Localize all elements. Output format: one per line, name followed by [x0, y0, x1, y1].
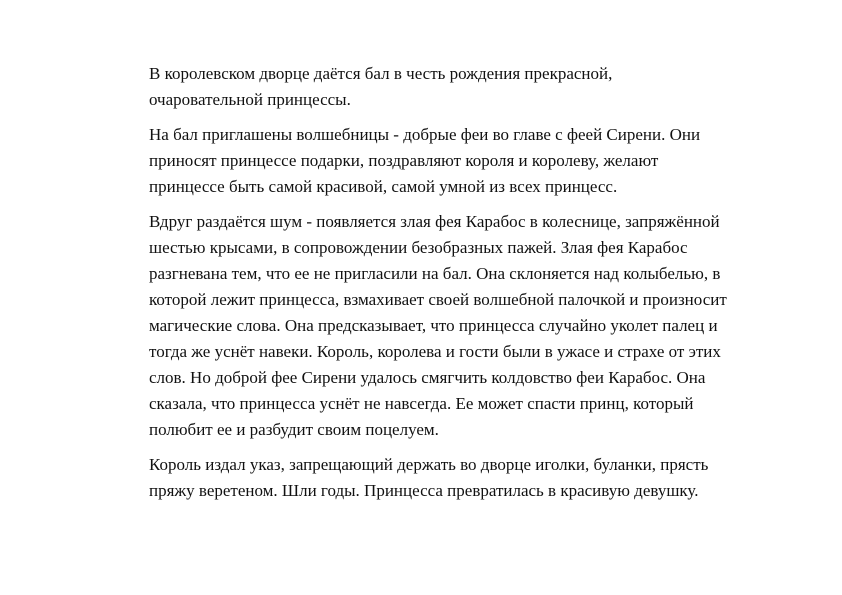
text-line: пряжу веретеном. Шли годы. Принцесса превратилась в красивую девушку. [149, 481, 699, 500]
text-line: приносят принцессе подарки, поздравляют короля и королеву, желают [149, 151, 659, 170]
text-line: разгневана тем, что ее не пригласили на бал. Она склоняется над колыбелью, в [149, 264, 721, 283]
text-line: принцессе быть самой красивой, самой умной из всех принцесс. [149, 177, 618, 196]
text-line: которой лежит принцесса, взмахивает своей волшебной палочкой и произносит [149, 290, 727, 309]
text-line: сказала, что принцесса уснёт не навсегда. Ее может спасти принц, который [149, 394, 694, 413]
text-line: шестью крысами, в сопровождении безобразных пажей. Злая фея Карабос [149, 238, 688, 257]
paragraph-3 [149, 209, 779, 443]
text-line: тогда же уснёт навеки. Король, королева и гости были в ужасе и страхе от этих [149, 342, 721, 361]
text-line: Вдруг раздаётся шум - появляется злая фея Карабос в колеснице, запряжённой [149, 212, 720, 231]
text-line: На бал приглашены волшебницы - добрые феи во главе с феей Сирени. Они [149, 125, 701, 144]
paragraph-1 [149, 61, 779, 113]
text-line: В королевском дворце даётся бал в честь рождения прекрасной, [149, 64, 613, 83]
paragraph-4 [149, 452, 779, 504]
text-line: очаровательной принцессы. [149, 90, 351, 109]
text-line: магические слова. Она предсказывает, что принцесса случайно уколет палец и [149, 316, 718, 335]
text-line: Король издал указ, запрещающий держать во дворце иголки, буланки, прясть [149, 455, 709, 474]
text-line: слов. Но доброй фее Сирени удалось смягчить колдовство феи Карабос. Она [149, 368, 706, 387]
paragraph-2 [149, 122, 779, 200]
text-line: полюбит ее и разбудит своим поцелуем. [149, 420, 439, 439]
story-text [149, 61, 779, 513]
